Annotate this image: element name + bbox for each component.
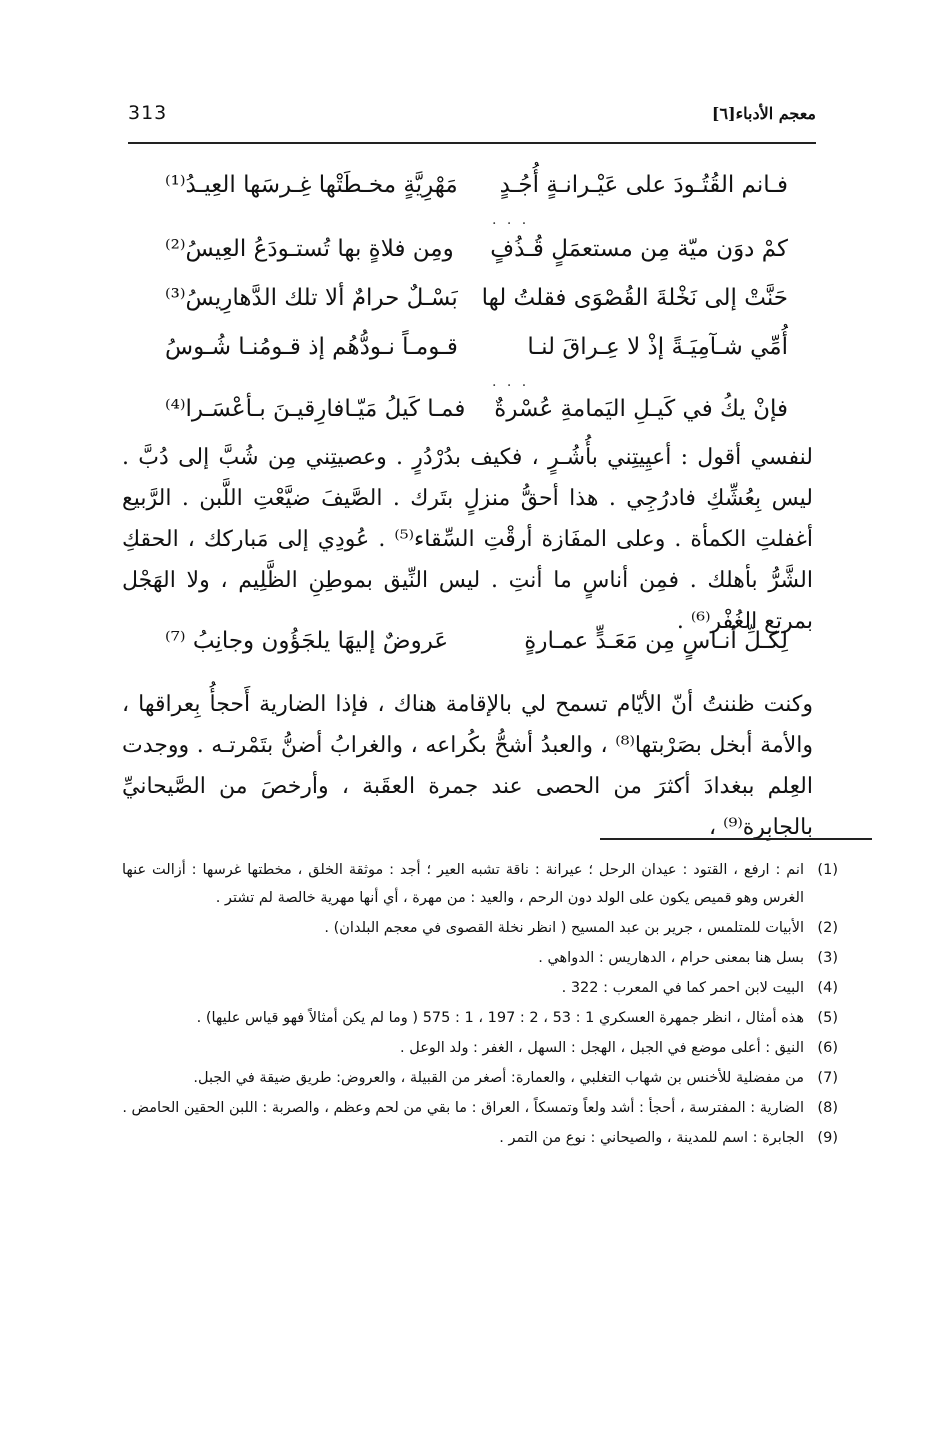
verse-first-hemistich: أُمِّي شـآمِيَـةً إذْ لا عِـراقَ لنـا [527,334,788,360]
verse-ellipsis: . . . [492,374,530,390]
footnote [122,856,838,912]
footnote-text: بسل هنا بمعنى حرام ، الدهاريس : الدواهي . [538,950,804,966]
footnote-number: (3) [817,950,838,966]
footnote [122,1064,838,1092]
footnote-number: (2) [817,920,838,936]
verse-first-hemistich: حَنَّتْ إلى نَخْلةَ القُصْوَى فقلتُ لها [481,285,788,311]
footnote-number: (6) [817,1040,838,1056]
footnote-text: الأبيات للمتلمس ، جرير بن عبد المسيح ( انظر نخلة القصوى في معجم البلدان) . [324,920,804,936]
verse-first-hemistich: فـانم القُتُـودَ على عَيْـرانـةٍ أُجُـدٍ [499,172,788,198]
verse-second-hemistich: بَسْـلٌ حرامٌ ألا تلك الدَّهارِيسُ⁽³⁾ [165,285,458,311]
page-number: 313 [128,102,168,124]
prose-paragraph: وكنت ظننتُ أنّ الأيّام تسمح لي بالإقامة هناك ، فإذا الضارية أَحجأُ بِعراقها ، والأمة أبخل بصَرْبتها⁽⁸⁾ ، والعبدُ أشحُّ بكُراعه ، والغرابُ أضنُّ بتَمْرتـه . ووجدت العِلم ببغدادَ أكثرَ من الحصى عند جمرة العقَبة ، وأرخصَ من الصَّيحانيِّ بالجابِرة⁽⁹⁾ ، [122,692,814,840]
footnote-text: الضارية : المفترسة ، أحجأ : أشد ولعاً وتمسكاً ، العراق : ما بقي من لحم وعظم ، والصربة : اللبن الحقين الحامض . [122,1100,804,1116]
footnote [122,1124,838,1152]
verse-line [165,334,788,370]
footnote-number: (7) [817,1070,838,1086]
footnote [122,914,838,942]
running-head [128,102,816,132]
footnotes [122,856,838,1154]
footnote [122,974,838,1002]
footnote [122,944,838,972]
verse-line [165,172,788,208]
footnote-text: انم : ارفع ، القتود : عيدان الرحل ؛ عيرانة : ناقة تشبه العير ؛ أجد : موثقة الخلق ، مخطتها غرسها : أزالت عنها الغرس وهو قميص يكون على الولد دون الرحم ، والعيد : من مهرة ، أي أنها مهرية خالصة لم تشتر . [122,862,804,906]
verse-line [165,285,788,321]
footnote-rule [600,838,872,840]
footnote [122,1094,838,1122]
verse-line [165,628,788,664]
verse-second-hemistich: ومِن فلاةٍ بها تُستـودَعُ العِيسُ⁽²⁾ [165,236,454,262]
footnote-text: من مفضلية للأخنس بن شهاب التغلبي ، والعمارة: أصغر من القبيلة ، والعروض: طريق ضيقة في الجبل. [193,1070,804,1086]
verse-second-hemistich: عَروضٌ إليهَا يلجَؤُون وجانِبُ ⁽⁷⁾ [165,628,449,654]
footnote-text: الجابرة : اسم للمدينة ، والصيحاني : نوع من التمر . [499,1130,804,1146]
footnote-number: (4) [817,980,838,996]
verse-ellipsis: . . . [492,212,530,228]
footnote [122,1034,838,1062]
verse-first-hemistich: لِكـلِّ أنـاسٍ مِن مَعَـدٍّ عمـارةٍ [524,628,788,654]
verse-second-hemistich: فمـا كَيلُ مَيّـافارِقيـنَ بـأعْسَـرا⁽⁴⁾ [165,396,466,422]
verse-line [165,396,788,432]
prose-paragraph: لنفسي أقول : أعيِيتِني بأُشُـرٍ ، فكيف بدُرْدُرٍ . وعصيتِني مِن شُبَّ إلى دُبَّ . ليس بِعُشِّكِ فادرُجِي . هذا أحقُّ منزلٍ بتَرك . الصَّيفَ ضيَّعْتِ اللَّبن . الرَّبيع أغفلتِ الكمأة . وعلى المفَازة أرقْتِ السِّقاء⁽⁵⁾ . عُودِي إلى مَباركك ، الحقكِ الشَّرُّ بأهلك . فمِن أناسٍ ما أنتِ . ليس النِّيق بموطِنِ الظَّلِيم ، ولا الهَجْل بمرتع الغُفْر⁽⁶⁾ . [122,445,813,634]
verse-second-hemistich: مَهْرِيَّةٍ مخـطَتْها غِـرسَها العِيـدُ⁽¹⁾ [165,172,458,198]
verse-first-hemistich: فإنْ يكُ في كَيـلِ اليَمامةِ عُسْرةٌ [494,396,788,422]
verse-second-hemistich: قـومـاً نـودُّهُم إذ قـومُنـا شُـوسُ [165,334,458,360]
footnote-text: هذه أمثال ، انظر جمهرة العسكري 1 : 53 ، 2 : 197 ، 1 : 575 ( وما لم يكن أمثالاً فهو قياس عليها) . [196,1010,804,1026]
footnote-number: (1) [817,862,838,878]
footnote [122,1004,838,1032]
footnote-number: (5) [817,1010,838,1026]
verse-line [165,236,788,272]
footnote-text: البيت لابن احمر كما في المعرب : 322 . [561,980,804,996]
footnote-text: النيق : أعلى موضع في الجبل ، الهجل : السهل ، الغفر : ولد الوعل . [400,1040,804,1056]
header-rule [128,142,816,144]
footnote-number: (9) [817,1130,838,1146]
book-title: معجم الأدباء[٦] [711,104,816,123]
footnote-number: (8) [817,1100,838,1116]
verse-first-hemistich: كمْ دوَن ميّة مِن مستعمَلٍ قُـذُفٍ [490,236,788,262]
